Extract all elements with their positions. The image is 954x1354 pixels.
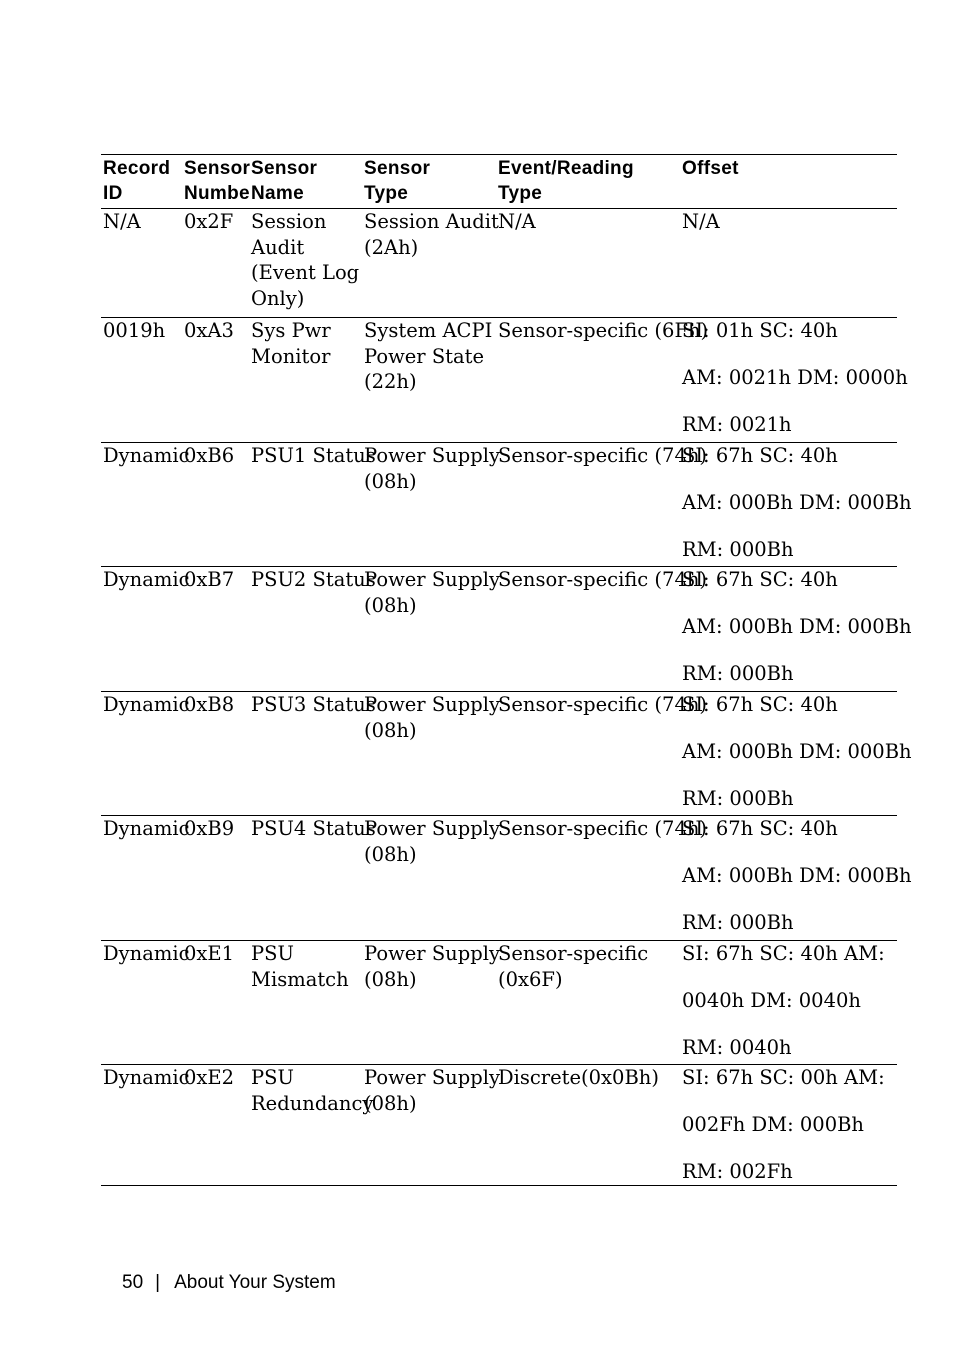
cell-event-reading-type-text: Sensor-specific [498,942,649,965]
cell-record-id [101,209,182,318]
cell-offset [680,816,912,941]
sensor-table [101,154,912,1186]
cell-record-id-text: Dynamic [103,942,190,965]
cell-sensor-type-text: Power Supply [364,568,500,591]
cell-event-reading-type-text: Sensor-specific (74h) [498,693,708,716]
cell-sensor-number-text: 0xE2 [184,1066,235,1089]
cell-sensor-name-text: PSU [251,1066,294,1089]
cell-sensor-name-text: PSU3 Status [251,693,376,716]
cell-sensor-number [182,941,249,1065]
cell-sensor-type-text: Power Supply [364,444,500,467]
offset-line: RM: 000Bh [682,787,794,810]
cell-sensor-type-text: (08h) [364,1091,417,1115]
header-record-id: Record ID [101,155,182,209]
cell-offset [680,941,897,1065]
offset-line: AM: 000Bh DM: 000Bh [682,864,912,887]
cell-record-id-text: Dynamic [103,817,190,840]
cell-sensor-type [362,318,496,443]
cell-sensor-name-text: PSU1 Status [251,444,376,467]
offset-line: 0040h DM: 0040h [682,989,861,1012]
cell-sensor-type-text: (08h) [364,967,417,991]
table-row [101,318,897,443]
cell-event-reading-type-text: N/A [498,210,536,233]
cell-event-reading-type-text: Sensor-specific (74h) [498,444,708,467]
offset-line: SI: 67h SC: 40h AM: [682,942,885,965]
cell-sensor-name-text: Mismatch [251,967,349,991]
cell-event-reading-type-text: Sensor-specific (6Fh) [498,319,709,342]
cell-offset [680,443,912,567]
cell-event-reading-type [496,318,709,443]
cell-sensor-type [362,567,500,692]
cell-sensor-type-text: (08h) [364,842,417,866]
cell-sensor-type-text: Power Supply [364,1066,500,1089]
table-row [101,1065,897,1186]
section-title: About Your System [174,1272,336,1293]
offset-line: SI: 67h SC: 40h [682,817,838,840]
cell-sensor-type-text: (08h) [364,469,417,493]
table-header-row [101,155,897,209]
cell-sensor-number [182,318,249,443]
cell-sensor-name-text: (Event Log [251,261,360,284]
cell-sensor-type-text: (22h) [364,370,417,393]
page-number: 50 [122,1272,144,1293]
cell-sensor-number [182,567,249,692]
cell-event-reading-type-text: Sensor-specific (74h) [498,817,708,840]
offset-line: AM: 000Bh DM: 000Bh [682,491,912,514]
offset-line: SI: 67h SC: 40h [682,693,838,716]
cell-offset [680,1065,897,1186]
header-sensor-number: Sensor Numbe [182,155,249,209]
offset-line: SI: 01h SC: 40h [682,319,838,342]
cell-record-id [101,692,190,816]
cell-event-reading-type [496,443,708,567]
cell-record-id-text: Dynamic [103,1066,190,1089]
offset-line: 002Fh DM: 000Bh [682,1113,864,1136]
cell-sensor-name-text: PSU4 Status [251,817,376,840]
cell-sensor-type [362,443,500,567]
cell-sensor-number-text: 0xB8 [184,693,235,716]
table-row [101,567,897,692]
cell-record-id [101,816,190,941]
cell-sensor-name-text: Sys Pwr [251,319,331,342]
header-event-reading-type: Event/Reading Type [496,155,680,209]
offset-line: SI: 67h SC: 40h [682,568,838,591]
cell-sensor-type [362,692,500,816]
cell-sensor-number [182,816,249,941]
cell-sensor-name [249,567,376,692]
cell-sensor-number [182,209,249,318]
footer-separator: | [155,1272,161,1293]
offset-line: AM: 0021h DM: 0000h [682,366,908,389]
cell-offset [680,318,908,443]
cell-sensor-type-text: (08h) [364,593,417,617]
cell-sensor-name-text: Session [251,210,327,233]
cell-record-id-text: N/A [103,210,141,233]
offset-line: AM: 000Bh DM: 000Bh [682,615,912,638]
cell-sensor-type-text: (08h) [364,718,417,742]
cell-record-id-text: 0019h [103,319,166,342]
cell-sensor-number-text: 0xB9 [184,817,235,840]
cell-offset [680,567,912,692]
cell-sensor-number-text: 0xB7 [184,568,235,591]
cell-sensor-type-text: Power Supply [364,693,500,716]
cell-sensor-type-text: Session Audit [364,210,499,233]
cell-event-reading-type-text: Sensor-specific (74h) [498,568,708,591]
cell-record-id-text: Dynamic [103,568,190,591]
cell-sensor-name [249,443,376,567]
cell-event-reading-type-text: Discrete(0x0Bh) [498,1066,659,1089]
cell-sensor-name [249,692,376,816]
cell-event-reading-type [496,1065,680,1186]
cell-sensor-name [249,1065,374,1186]
cell-sensor-type [362,816,500,941]
cell-sensor-name [249,318,362,443]
cell-sensor-type-text: Power State [364,344,485,368]
cell-sensor-number [182,443,249,567]
cell-sensor-number [182,1065,249,1186]
offset-line: RM: 002Fh [682,1160,793,1183]
cell-sensor-name-text: PSU2 Status [251,568,376,591]
cell-record-id [101,567,190,692]
offset-line: RM: 0021h [682,413,792,436]
cell-event-reading-type [496,692,708,816]
cell-sensor-name-text: Only) [251,286,305,310]
cell-sensor-number-text: 0xA3 [184,319,234,342]
offset-line: RM: 0040h [682,1036,792,1059]
cell-sensor-number-text: 0xE1 [184,942,235,965]
cell-event-reading-type [496,209,680,318]
header-sensor-name: Sensor Name [249,155,362,209]
cell-sensor-type [362,1065,500,1186]
table-row [101,443,897,567]
cell-event-reading-type-text: (0x6F) [498,967,563,991]
cell-sensor-name-text: Audit [251,235,305,259]
page-footer [122,1272,336,1294]
cell-sensor-type-text: Power Supply [364,817,500,840]
cell-record-id-text: Dynamic [103,444,190,467]
offset-line: N/A [682,210,720,233]
table-row [101,692,897,816]
cell-sensor-type-text: System ACPI [364,319,493,342]
table-row [101,941,897,1065]
cell-sensor-name-text: Redundancy [251,1091,374,1115]
cell-sensor-name [249,209,362,318]
cell-sensor-type-text: Power Supply [364,942,500,965]
cell-sensor-type-text: (2Ah) [364,235,419,259]
offset-line: RM: 000Bh [682,911,794,934]
header-offset: Offset [680,155,897,209]
offset-line: RM: 000Bh [682,538,794,561]
table-body [101,209,912,1186]
header-sensor-type: Sensor Type [362,155,496,209]
offset-line: SI: 67h SC: 40h [682,444,838,467]
cell-sensor-name-text: PSU [251,942,294,965]
cell-sensor-name-text: Monitor [251,344,331,368]
cell-event-reading-type [496,816,708,941]
cell-sensor-number-text: 0x2F [184,210,234,233]
cell-sensor-number-text: 0xB6 [184,444,235,467]
offset-line: RM: 000Bh [682,662,794,685]
cell-record-id [101,941,190,1065]
table-row [101,816,897,941]
cell-record-id [101,318,182,443]
cell-offset [680,209,897,318]
cell-sensor-number [182,692,249,816]
cell-event-reading-type [496,941,680,1065]
offset-line: AM: 000Bh DM: 000Bh [682,740,912,763]
cell-record-id [101,1065,190,1186]
cell-sensor-type [362,209,499,318]
cell-sensor-name [249,816,376,941]
cell-sensor-name [249,941,362,1065]
cell-record-id-text: Dynamic [103,693,190,716]
cell-sensor-type [362,941,500,1065]
cell-record-id [101,443,190,567]
cell-offset [680,692,912,816]
cell-event-reading-type [496,567,708,692]
table-row [101,209,897,318]
offset-line: SI: 67h SC: 00h AM: [682,1066,885,1089]
